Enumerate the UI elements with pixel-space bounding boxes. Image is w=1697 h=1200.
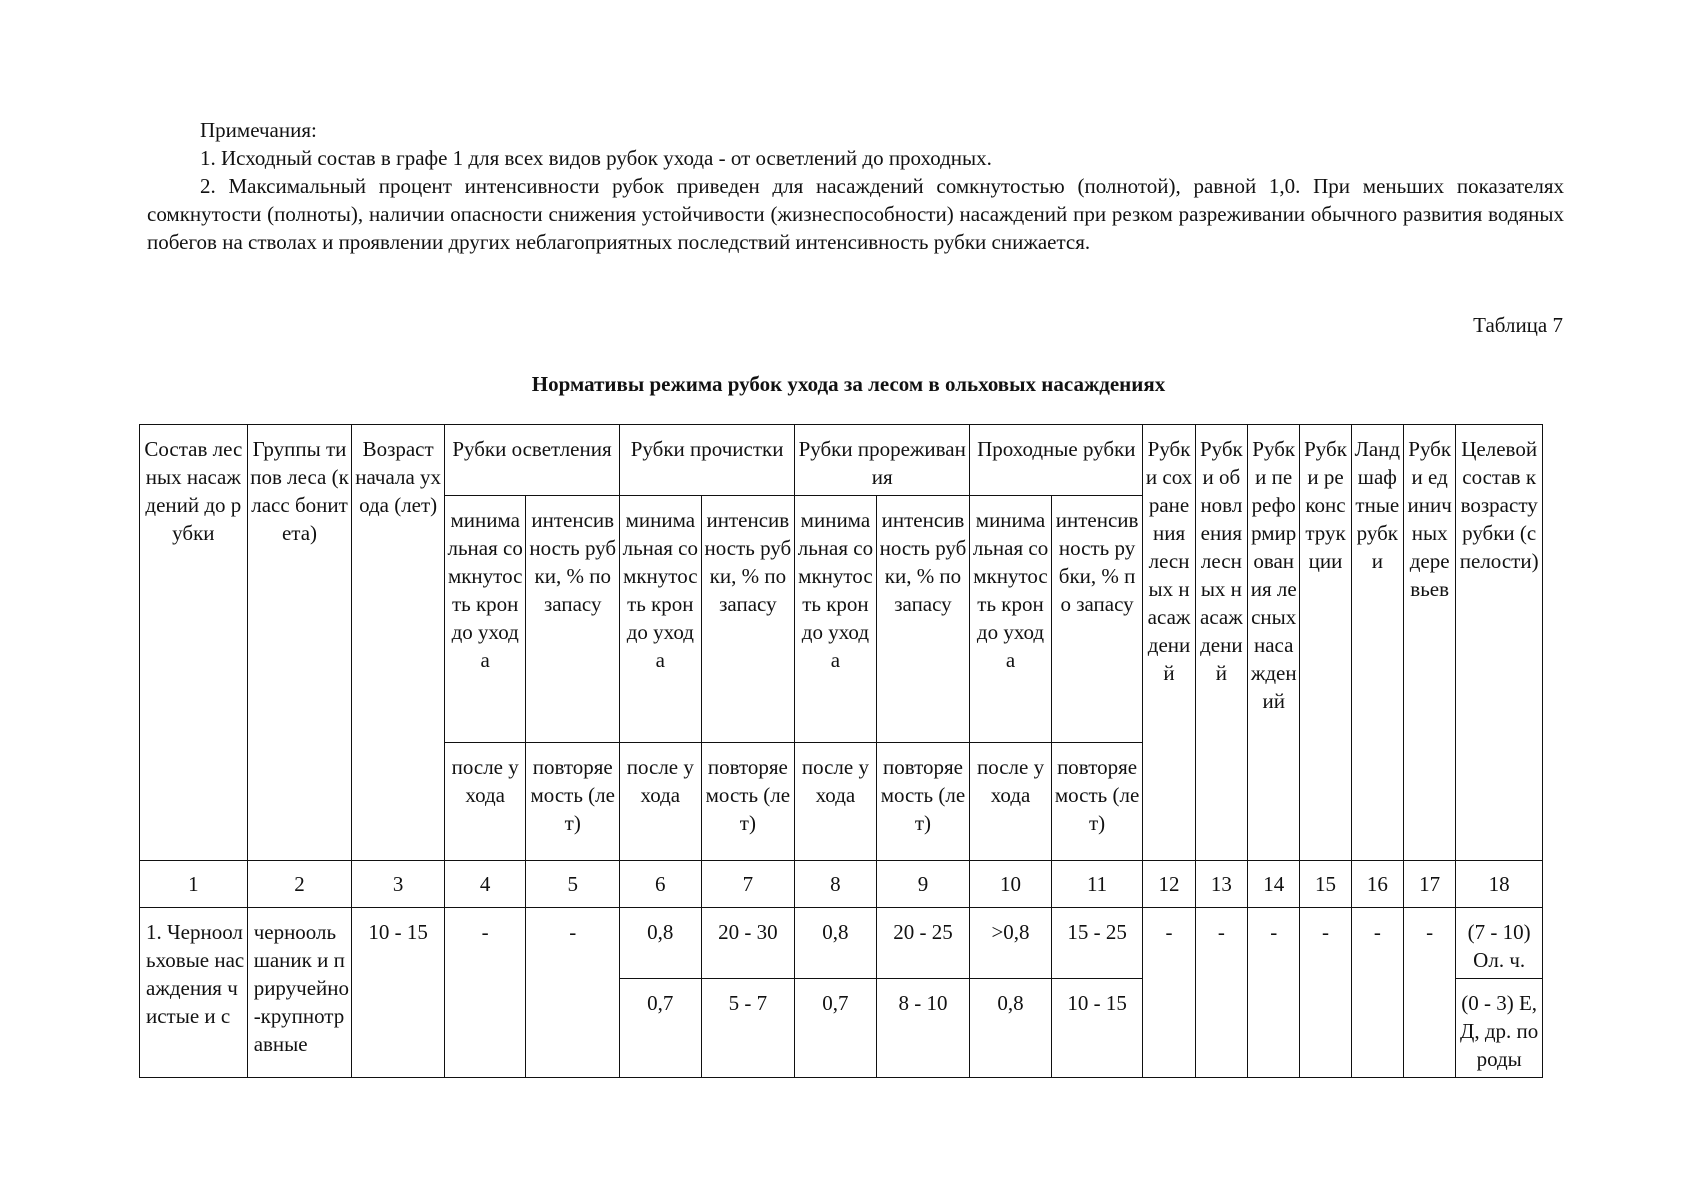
column-number: 7 <box>701 861 795 908</box>
column-number: 17 <box>1404 861 1456 908</box>
header-edinichnykh: Рубки единичных деревьев <box>1404 425 1456 861</box>
column-number: 18 <box>1456 861 1543 908</box>
cell-prorezhivaniya-intensity: 20 - 25 <box>876 908 970 979</box>
header-repeatability: повторяемость (лет) <box>876 743 970 861</box>
header-repeatability: повторяемость (лет) <box>701 743 795 861</box>
header-prochistki: Рубки прочистки <box>620 425 795 496</box>
cell-prorezhivaniya-min-density: 0,8 <box>795 908 877 979</box>
header-start-age: Возраст начала ухода (лет) <box>352 425 445 861</box>
data-row-upper <box>140 908 1543 979</box>
header-intensity: интенсивность рубки, % по запасу <box>701 496 795 743</box>
header-after-care: после ухода <box>795 743 877 861</box>
notes-section <box>147 116 1564 256</box>
cell-composition: 1. Черноольховые насаждения чистые и с <box>140 908 248 1078</box>
header-min-density: минимальная сомкнутость крон до ухода <box>620 496 702 743</box>
column-number: 8 <box>795 861 877 908</box>
header-prorezhivaniya: Рубки прореживания <box>795 425 970 496</box>
header-sokhraneniya: Рубки сохранения лесных насаждений <box>1143 425 1195 861</box>
cell-osvetleniya-intensity: - <box>526 908 620 1078</box>
cell-prochistki-min-density: 0,8 <box>620 908 702 979</box>
column-number: 10 <box>970 861 1052 908</box>
cell-prochistki-after-care: 0,7 <box>620 979 702 1078</box>
header-repeatability: повторяемость (лет) <box>1051 743 1143 861</box>
column-number: 11 <box>1051 861 1143 908</box>
cell-rekonstruktsii: - <box>1300 908 1351 1078</box>
cell-start-age: 10 - 15 <box>352 908 445 1078</box>
column-number: 4 <box>444 861 526 908</box>
cell-prochistki-intensity: 20 - 30 <box>701 908 795 979</box>
cell-forest-type: черноольшаник и приручейно-крупнотравные <box>247 908 352 1078</box>
header-osvetleniya: Рубки осветления <box>444 425 619 496</box>
column-number: 2 <box>247 861 352 908</box>
cell-prochistki-repeatability: 5 - 7 <box>701 979 795 1078</box>
cell-target-composition-top: (7 - 10) Ол. ч. <box>1456 908 1543 979</box>
header-after-care: после ухода <box>620 743 702 861</box>
norms-table <box>139 424 1543 1078</box>
cell-sokhraneniya: - <box>1143 908 1195 1078</box>
column-number: 1 <box>140 861 248 908</box>
header-intensity: интенсивность рубки, % по запасу <box>1051 496 1143 743</box>
header-min-density: минимальная сомкнутость крон до ухода <box>970 496 1052 743</box>
cell-obnovleniya: - <box>1195 908 1247 1078</box>
header-pereformirovaniya: Рубки переформирования лесных насаждений <box>1248 425 1300 861</box>
header-prokhodnye: Проходные рубки <box>970 425 1143 496</box>
column-number: 12 <box>1143 861 1195 908</box>
header-after-care: после ухода <box>444 743 526 861</box>
header-forest-type: Группы типов леса (класс бонитета) <box>247 425 352 861</box>
cell-prokhodnye-repeatability: 10 - 15 <box>1051 979 1143 1078</box>
column-number: 6 <box>620 861 702 908</box>
cell-prokhodnye-after-care: 0,8 <box>970 979 1052 1078</box>
column-number: 9 <box>876 861 970 908</box>
header-rekonstruktsii: Рубки реконструкции <box>1300 425 1351 861</box>
header-intensity: интенсивность рубки, % по запасу <box>526 496 620 743</box>
notes-heading: Примечания: <box>200 118 317 142</box>
cell-osvetleniya-min-density: - <box>444 908 526 1078</box>
column-number: 14 <box>1248 861 1300 908</box>
column-number: 3 <box>352 861 445 908</box>
header-min-density: минимальная сомкнутость крон до ухода <box>795 496 877 743</box>
header-min-density: минимальная сомкнутость крон до ухода <box>444 496 526 743</box>
table-number: Таблица 7 <box>1473 313 1563 337</box>
header-target-composition: Целевой состав к возрасту рубки (спелости) <box>1456 425 1543 861</box>
note-item-2: 2. Максимальный процент интенсивности рубок приведен для насаждений сомкнутостью (полнотой), равной 1,0. При меньших показателях сомкнутости (полноты), наличии опасности снижения устойчивости (жизнеспособности) насаждений при резком разреживании обычного развития водяных побегов на стволах и проявлении других неблагоприятных последствий интенсивность рубки снижается. <box>147 174 1564 254</box>
column-number: 16 <box>1351 861 1403 908</box>
cell-prorezhivaniya-repeatability: 8 - 10 <box>876 979 970 1078</box>
cell-prokhodnye-min-density: >0,8 <box>970 908 1052 979</box>
column-number: 5 <box>526 861 620 908</box>
cell-prorezhivaniya-after-care: 0,7 <box>795 979 877 1078</box>
header-repeatability: повторяемость (лет) <box>526 743 620 861</box>
column-numbers-row <box>140 861 1543 908</box>
table-title: Нормативы режима рубок ухода за лесом в ольховых насаждениях <box>531 372 1166 396</box>
cell-edinichnykh: - <box>1404 908 1456 1078</box>
cell-prokhodnye-intensity: 15 - 25 <box>1051 908 1143 979</box>
header-row-groups <box>140 425 1543 496</box>
header-composition: Состав лесных насаждений до рубки <box>140 425 248 861</box>
header-landshaftnye: Ландшафтные рубки <box>1351 425 1403 861</box>
cell-pereformirovaniya: - <box>1248 908 1300 1078</box>
cell-landshaftnye: - <box>1351 908 1403 1078</box>
header-obnovleniya: Рубки обновления лесных насаждений <box>1195 425 1247 861</box>
header-intensity: интенсивность рубки, % по запасу <box>876 496 970 743</box>
note-item-1: 1. Исходный состав в графе 1 для всех видов рубок ухода - от осветлений до проходных. <box>200 146 992 170</box>
cell-target-composition-bottom: (0 - 3) Е, Д, др. породы <box>1456 979 1543 1078</box>
column-number: 15 <box>1300 861 1351 908</box>
header-after-care: после ухода <box>970 743 1052 861</box>
column-number: 13 <box>1195 861 1247 908</box>
